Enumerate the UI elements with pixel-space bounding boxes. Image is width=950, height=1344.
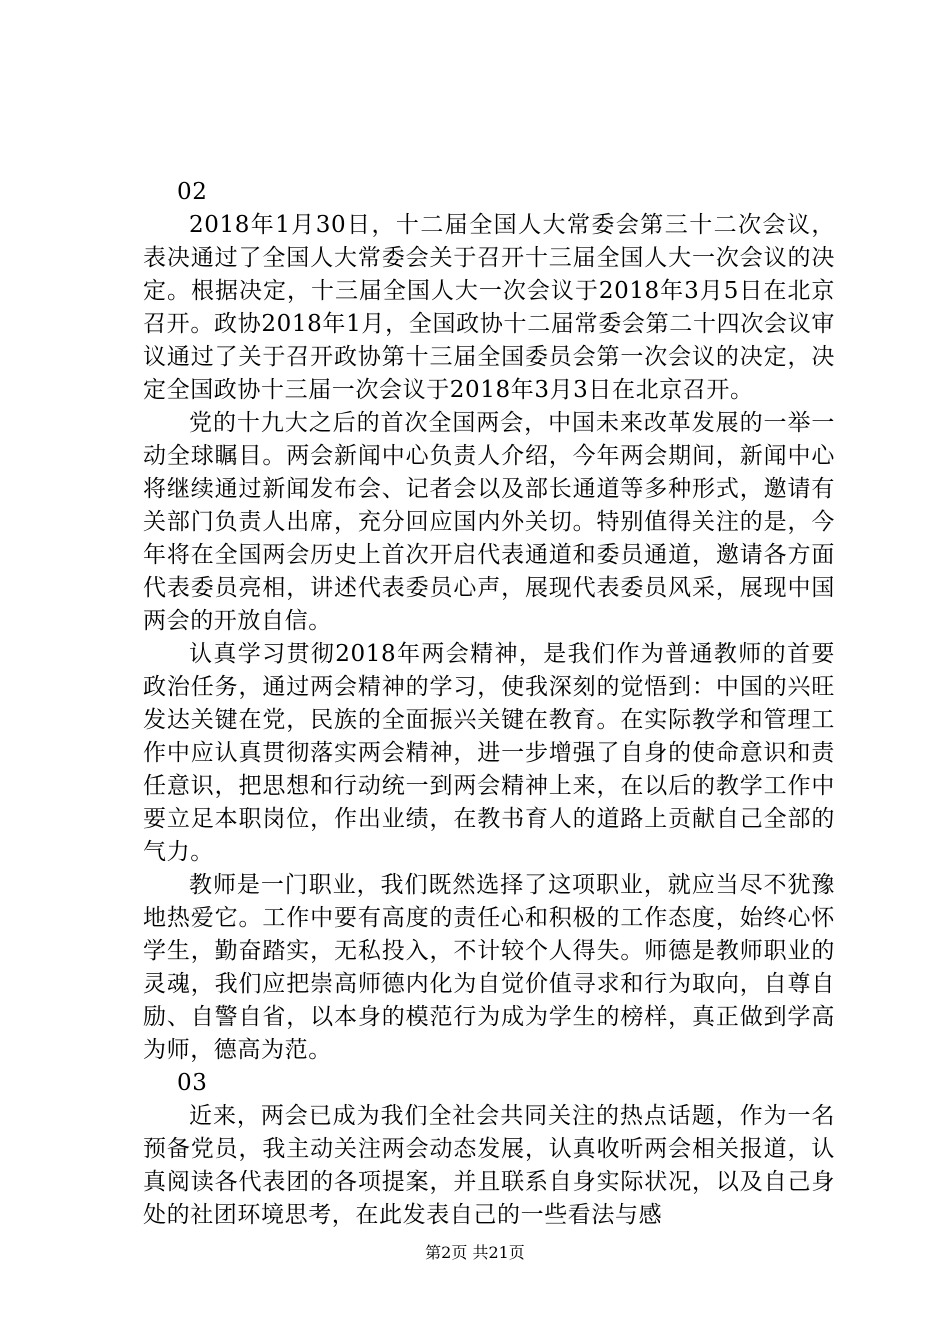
paragraph: 认真学习贯彻2018年两会精神，是我们作为普通教师的首要政治任务，通过两会精神的学习，使我深刻的觉悟到：中国的兴旺发达关键在党，民族的全面振兴关键在教育。在实际教学和管理工作中应认真贯彻落实两会精神，进一步增强了自身的使命意识和责任意识，把思想和行动统一到两会精神上来，在以后的教学工作中要立足本职岗位，作出业绩，在教书育人的道路上贡献自己全部的气力。 <box>143 641 835 865</box>
paragraph: 教师是一门职业，我们既然选择了这项职业，就应当尽不犹豫地热爱它。工作中要有高度的责任心和积极的工作态度，始终心怀学生，勤奋踏实，无私投入，不计较个人得失。师德是教师职业的灵魂，我们应把崇高师德内化为自觉价值寻求和行为取向，自尊自励、自警自省，以本身的模范行为成为学生的榜样，真正做到学高为师，德高为范。 <box>143 872 835 1063</box>
section-heading: 02 <box>177 179 208 205</box>
paragraph: 党的十九大之后的首次全国两会，中国未来改革发展的一举一动全球瞩目。两会新闻中心负责人介绍，今年两会期间，新闻中心将继续通过新闻发布会、记者会以及部长通道等多种形式，邀请有关部门负责人出席，充分回应国内外关切。特别值得关注的是，今年将在全国两会历史上首次开启代表通道和委员通道，邀请各方面代表委员亮相，讲述代表委员心声，展现代表委员风采，展现中国两会的开放自信。 <box>143 410 835 634</box>
paragraph: 近来，两会已成为我们全社会共同关注的热点话题，作为一名预备党员，我主动关注两会动态发展，认真收听两会相关报道，认真阅读各代表团的各项提案，并且联系自身实际状况，以及自己身处的社团环境思考，在此发表自己的一些看法与感 <box>143 1103 835 1228</box>
section-heading: 03 <box>177 1070 208 1096</box>
paragraph: 2018年1月30日，十二届全国人大常委会第三十二次会议，表决通过了全国人大常委会关于召开十三届全国人大一次会议的决定。根据决定，十三届全国人大一次会议于2018年3月5日在北京召开。政协2018年1月，全国政协十二届常委会第二十四次会议审议通过了关于召开政协第十三届全国委员会第一次会议的决定，决定全国政协十三届一次会议于2018年3月3日在北京召开。 <box>143 212 835 403</box>
document-body <box>143 176 835 1232</box>
page-footer: 第2页 共21页 <box>425 1243 525 1262</box>
